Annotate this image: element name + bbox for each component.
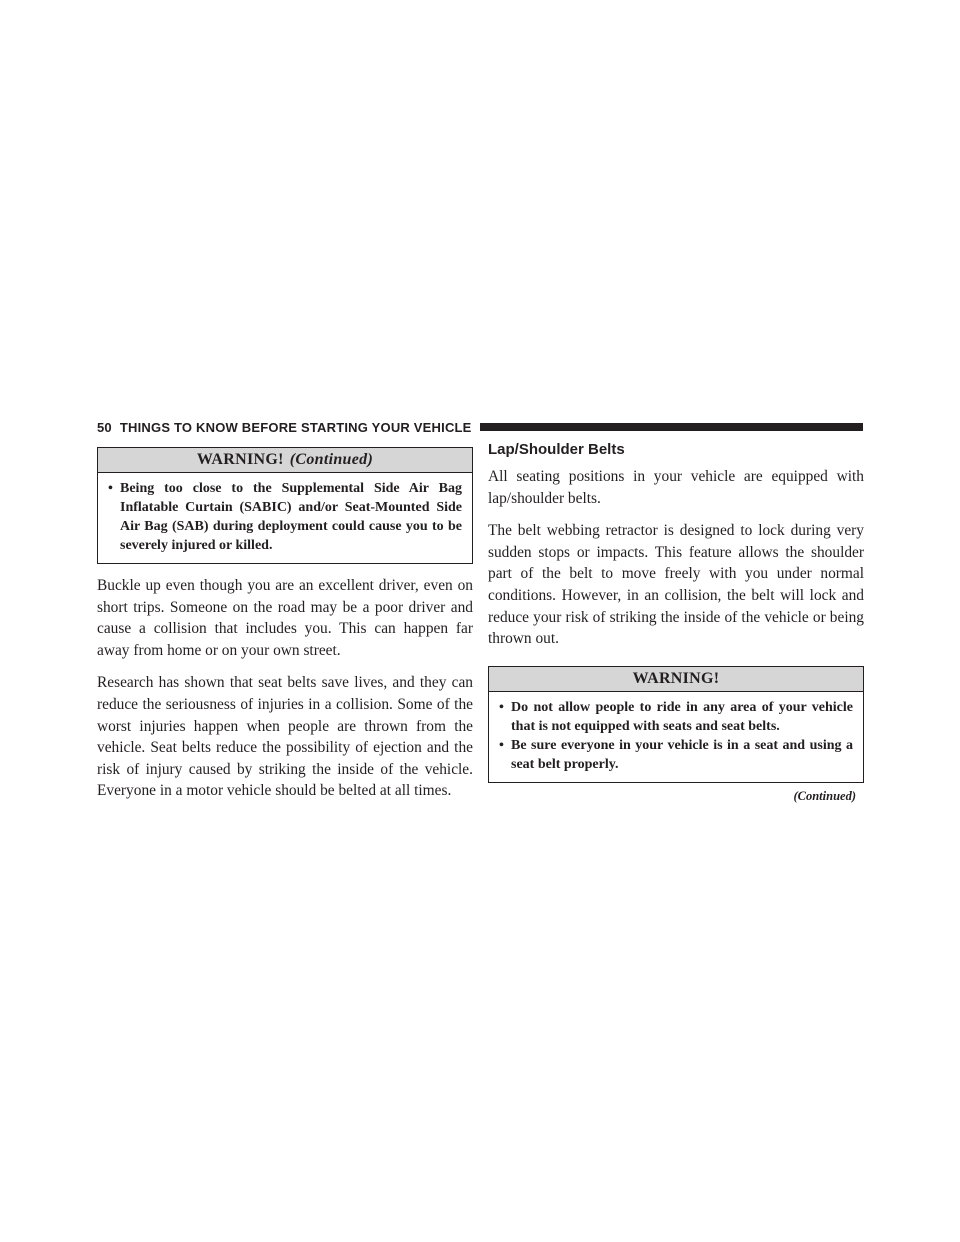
paragraph-retractor: The belt webbing retractor is designed to lock during very sudden stops or impacts. This feature allows the shoulder part of the belt to move freely with you under normal conditions. However, in an collision, the belt will lock and reduce your risk of striking the inside of the vehicle or being thrown out.	[488, 522, 864, 648]
header-rule	[480, 423, 863, 431]
warning-item	[499, 736, 853, 774]
bullet-icon: •	[499, 699, 504, 715]
continued-note: (Continued)	[793, 788, 856, 803]
warning-continued-label: (Continued)	[289, 451, 374, 468]
bullet-icon: •	[108, 481, 113, 496]
section-heading-lap-shoulder-belts: Lap/Shoulder Belts	[488, 441, 625, 458]
warning-heading	[98, 448, 472, 473]
warning-box	[488, 666, 864, 783]
warning-item-text: Do not allow people to ride in any area of your vehicle that is not equipped with seats and seat belts.	[511, 699, 853, 734]
warning-body	[98, 473, 472, 563]
bullet-icon: •	[499, 737, 504, 753]
paragraph-buckle-up: Buckle up even though you are an excellent driver, even on short trips. Someone on the road may be a poor driver and cause a collision that includes you. This can happen far away from home or on your own street.	[97, 577, 473, 659]
warning-body	[489, 692, 863, 782]
warning-heading	[489, 667, 863, 692]
left-column	[97, 447, 473, 802]
warning-item	[499, 698, 853, 736]
warning-box-continued	[97, 447, 473, 564]
warning-item-text: Being too close to the Supplemental Side Air Bag Inflatable Curtain (SABIC) and/or Seat-Mounted Side Air Bag (SAB) during deployment could cause you to be severely injured or killed.	[120, 481, 462, 553]
paragraph-research: Research has shown that seat belts save lives, and they can reduce the seriousness of injuries in a collision. Some of the worst injuries happen when people are thrown from the vehicle. Seat belts reduce the possibility of ejection and the risk of injury caused by striking the inside of the vehicle. Everyone in a motor vehicle should be belted at all times.	[97, 674, 473, 800]
page-number: 50	[97, 419, 112, 435]
warning-title: WARNING!	[196, 451, 284, 468]
right-column	[488, 441, 864, 804]
section-title: THINGS TO KNOW BEFORE STARTING YOUR VEHICLE	[119, 419, 472, 435]
warning-title: WARNING!	[632, 669, 720, 687]
paragraph-seating-positions: All seating positions in your vehicle are equipped with lap/shoulder belts.	[488, 468, 864, 507]
warning-item	[108, 479, 462, 555]
page-header	[97, 418, 863, 436]
warning-item-text: Be sure everyone in your vehicle is in a seat and using a seat belt properly.	[511, 737, 853, 772]
